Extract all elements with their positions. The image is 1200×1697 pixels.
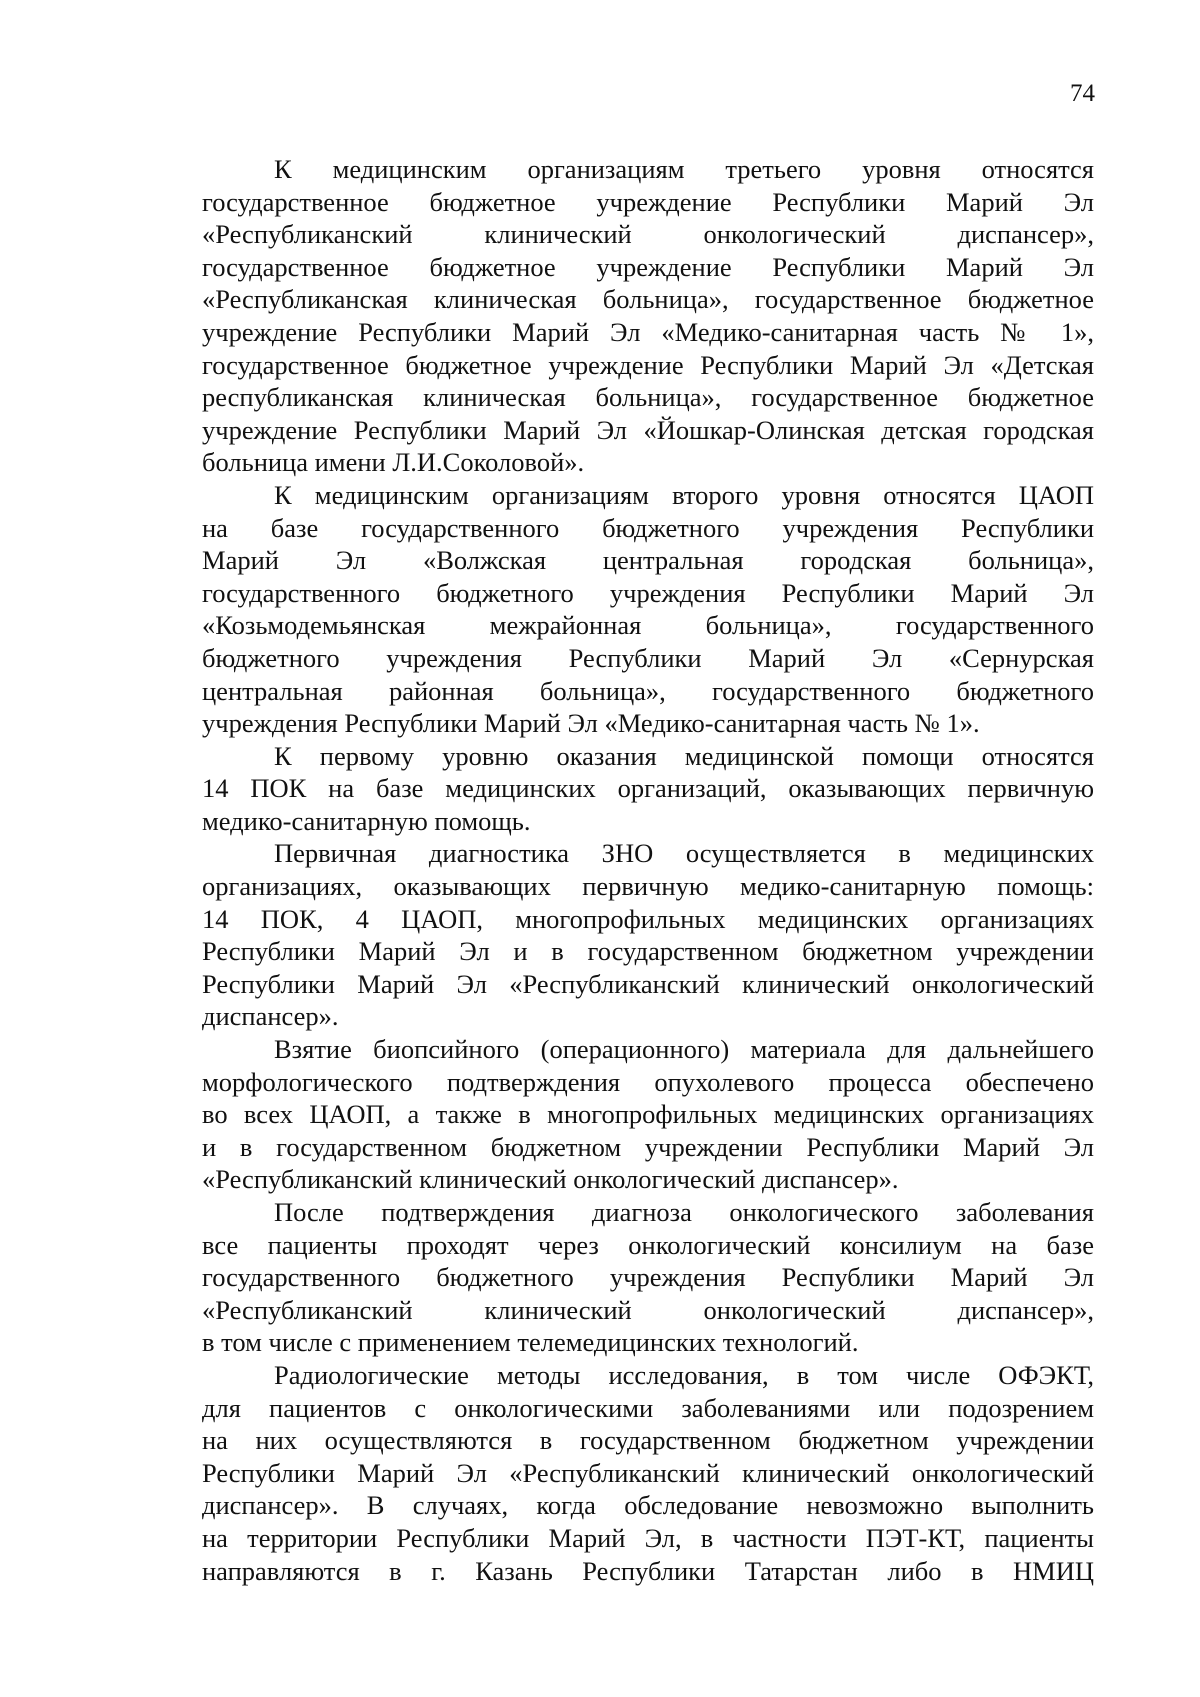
text-line: бюджетного учреждения Республики Марий Эл «Сернурская bbox=[202, 642, 1094, 673]
paragraph bbox=[202, 153, 1094, 479]
text-line: «Республиканский клинический онкологический диспансер». bbox=[202, 1164, 899, 1195]
text-line: учреждение Республики Марий Эл «Йошкар-Олинская детская городская bbox=[202, 414, 1094, 445]
text-line: государственного бюджетного учреждения Республики Марий Эл bbox=[202, 577, 1094, 608]
text-line: медико-санитарную помощь. bbox=[202, 805, 531, 836]
paragraph bbox=[202, 1359, 1094, 1587]
text-line: государственного бюджетного учреждения Республики Марий Эл bbox=[202, 1262, 1094, 1293]
paragraph bbox=[202, 837, 1094, 1033]
text-line: учреждение Республики Марий Эл «Медико-санитарная часть № 1», bbox=[202, 316, 1094, 347]
text-line: направляются в г. Казань Республики Татарстан либо в НМИЦ bbox=[202, 1555, 1094, 1586]
text-line: на территории Республики Марий Эл, в частности ПЭТ-КТ, пациенты bbox=[202, 1522, 1094, 1553]
text-line: в том числе с применением телемедицинских технологий. bbox=[202, 1327, 859, 1358]
text-line: «Козьмодемьянская межрайонная больница», государственного bbox=[202, 610, 1094, 641]
text-line: и в государственном бюджетном учреждении Республики Марий Эл bbox=[202, 1131, 1094, 1162]
text-line: диспансер». В случаях, когда обследование невозможно выполнить bbox=[202, 1490, 1094, 1521]
text-line: Республики Марий Эл «Республиканский клинический онкологический bbox=[202, 1457, 1094, 1488]
text-line: 14 ПОК, 4 ЦАОП, многопрофильных медицинских организациях bbox=[202, 903, 1094, 934]
text-line: во всех ЦАОП, а также в многопрофильных медицинских организациях bbox=[202, 1099, 1094, 1130]
text-line: К медицинским организациям третьего уровня относятся bbox=[274, 154, 1094, 184]
text-line: Республики Марий Эл и в государственном бюджетном учреждении bbox=[202, 936, 1094, 967]
text-line: К медицинским организациям второго уровня относятся ЦАОП bbox=[274, 479, 1094, 510]
text-line: Первичная диагностика ЗНО осуществляется в медицинских bbox=[274, 838, 1094, 869]
text-line: организациях, оказывающих первичную медико-санитарную помощь: bbox=[202, 871, 1094, 902]
text-line: Марий Эл «Волжская центральная городская больница», bbox=[202, 545, 1094, 576]
text-line: «Республиканская клиническая больница», государственное бюджетное bbox=[202, 284, 1094, 315]
text-line: Взятие биопсийного (операционного) материала для дальнейшего bbox=[274, 1034, 1094, 1065]
text-line: больница имени Л.И.Соколовой». bbox=[202, 447, 585, 478]
paragraph bbox=[202, 1196, 1094, 1359]
text-line: 14 ПОК на базе медицинских организаций, оказывающих первичную bbox=[202, 773, 1094, 804]
text-line: на них осуществляются в государственном бюджетном учреждении bbox=[202, 1425, 1094, 1456]
text-line: «Республиканский клинический онкологический диспансер», bbox=[202, 1294, 1094, 1325]
text-line: на базе государственного бюджетного учреждения Республики bbox=[202, 512, 1094, 543]
page-number: 74 bbox=[1070, 80, 1095, 107]
text-line: «Республиканский клинический онкологический диспансер», bbox=[202, 219, 1094, 250]
text-line: После подтверждения диагноза онкологического заболевания bbox=[274, 1197, 1094, 1227]
text-line: республиканская клиническая больница», государственное бюджетное bbox=[202, 382, 1094, 413]
text-line: для пациентов с онкологическими заболеваниями или подозрением bbox=[202, 1392, 1094, 1423]
text-line: К первому уровню оказания медицинской помощи относятся bbox=[274, 740, 1094, 771]
text-line: Республики Марий Эл «Республиканский клинический онкологический bbox=[202, 968, 1094, 999]
text-line: государственное бюджетное учреждение Республики Марий Эл bbox=[202, 186, 1094, 217]
text-line: Радиологические методы исследования, в том числе ОФЭКТ, bbox=[274, 1359, 1094, 1390]
document-body bbox=[202, 153, 1094, 1587]
text-line: государственное бюджетное учреждение Республики Марий Эл bbox=[202, 251, 1094, 282]
paragraph bbox=[202, 1033, 1094, 1196]
text-line: все пациенты проходят через онкологический консилиум на базе bbox=[202, 1229, 1094, 1260]
paragraph bbox=[202, 740, 1094, 838]
text-line: морфологического подтверждения опухолевого процесса обеспечено bbox=[202, 1066, 1094, 1097]
text-line: диспансер». bbox=[202, 1001, 339, 1032]
text-line: центральная районная больница», государственного бюджетного bbox=[202, 675, 1094, 706]
paragraph bbox=[202, 479, 1094, 740]
text-line: учреждения Республики Марий Эл «Медико-санитарная часть № 1». bbox=[202, 708, 980, 739]
text-line: государственное бюджетное учреждение Республики Марий Эл «Детская bbox=[202, 349, 1094, 380]
